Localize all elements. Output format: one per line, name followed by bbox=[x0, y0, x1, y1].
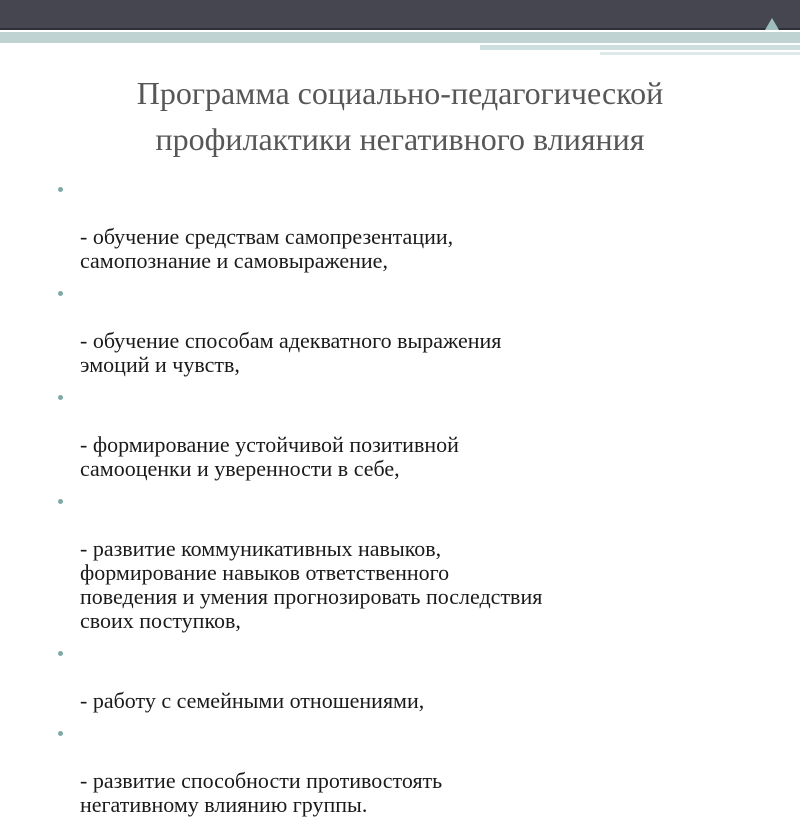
decorative-stripe-tiny bbox=[600, 52, 800, 55]
bullet-list bbox=[58, 177, 778, 825]
list-item-text: - формирование устойчивой позитивной самооценки и уверенности в себе, bbox=[80, 432, 459, 481]
slide-title-line-1: Программа социально-педагогической bbox=[136, 75, 664, 111]
slide-title bbox=[30, 70, 770, 162]
list-item bbox=[58, 177, 778, 273]
list-item bbox=[58, 489, 778, 633]
bullet-dot-icon bbox=[58, 731, 63, 736]
list-item-text: - обучение средствам самопрезентации, самопознание и самовыражение, bbox=[80, 224, 454, 273]
bullet-dot-icon bbox=[58, 395, 63, 400]
list-item-text: - развитие коммуникативных навыков, формирование навыков ответственного поведения и умения прогнозировать последствия своих поступков, bbox=[80, 536, 543, 633]
list-item-text: - работу с семейными отношениями, bbox=[80, 688, 425, 713]
decorative-stripe-short bbox=[480, 45, 800, 50]
header-bar bbox=[0, 0, 800, 28]
decorative-stripe bbox=[0, 32, 800, 43]
list-item bbox=[58, 385, 778, 481]
bullet-dot-icon bbox=[58, 187, 63, 192]
list-item-text: - обучение способам адекватного выражения эмоций и чувств, bbox=[80, 328, 502, 377]
list-item bbox=[58, 281, 778, 377]
list-item bbox=[58, 641, 778, 713]
bullet-dot-icon bbox=[58, 499, 63, 504]
bullet-dot-icon bbox=[58, 291, 63, 296]
list-item-text: - развитие способности противостоять негативному влиянию группы. bbox=[80, 768, 443, 817]
bullet-dot-icon bbox=[58, 651, 63, 656]
list-item bbox=[58, 721, 778, 817]
slide-title-line-2: профилактики негативного влияния bbox=[155, 121, 645, 157]
triangle-marker-icon bbox=[765, 18, 779, 30]
